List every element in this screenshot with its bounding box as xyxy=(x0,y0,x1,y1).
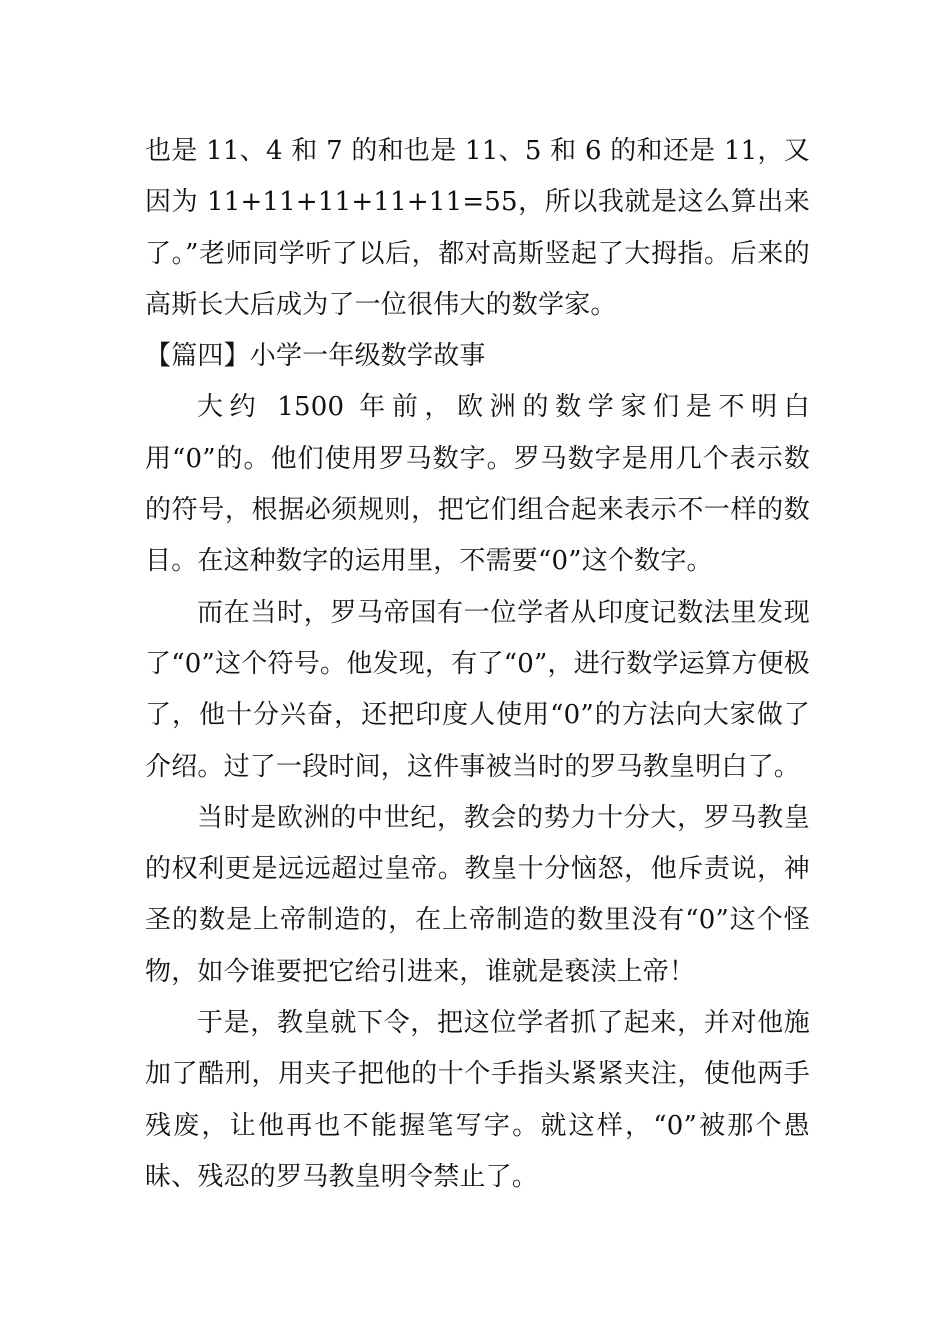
paragraph-3: 当时是欧洲的中世纪，教会的势力十分大，罗马教皇的权利更是远远超过皇帝。教皇十分恼怒，他斥责说，神圣的数是上帝制造的，在上帝制造的数里没有“0”这个怪物，如今谁要把它给引进来，谁就是亵渎上帝！ xyxy=(145,802,810,987)
document-body xyxy=(145,126,810,1203)
paragraph-1: 大约 1500 年前，欧洲的数学家们是不明白用“0”的。他们使用罗马数字。罗马数字是用几个表示数的符号，根据必须规则，把它们组合起来表示不一样的数目。在这种数字的运用里，不需要“0”这个数字。 xyxy=(145,392,810,577)
paragraph-2: 而在当时，罗马帝国有一位学者从印度记数法里发现了“0”这个符号。他发现，有了“0”，进行数学运算方便极了，他十分兴奋，还把印度人使用“0”的方法向大家做了介绍。过了一段时间，这件事被当时的罗马教皇明白了。 xyxy=(145,597,810,782)
section-heading: 【篇四】小学一年级数学故事 xyxy=(145,341,486,372)
intro-paragraph: 也是 11、4 和 7 的和也是 11、5 和 6 的和还是 11，又因为 11+11+11+11+11=55，所以我就是这么算出来了。”老师同学听了以后，都对高斯竖起了大拇指。后来的高斯长大后成为了一位很伟大的数学家。 xyxy=(145,136,810,320)
paragraph-4: 于是，教皇就下令，把这位学者抓了起来，并对他施加了酷刑，用夹子把他的十个手指头紧紧夹注，使他两手残废，让他再也不能握笔写字。就这样，“0”被那个愚昧、残忍的罗马教皇明令禁止了。 xyxy=(145,1008,810,1192)
